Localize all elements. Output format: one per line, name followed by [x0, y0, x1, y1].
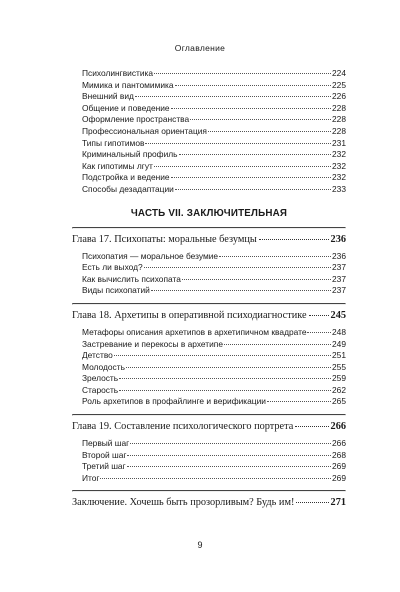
chapter-entries [72, 251, 346, 297]
leader-dots [145, 143, 331, 144]
entry-title: Старость [82, 384, 119, 395]
chapter-page: 236 [330, 233, 346, 245]
toc-entry[interactable] [72, 262, 346, 274]
leader-dots [130, 443, 331, 444]
leader-dots [119, 390, 331, 391]
entry-title: Метафоры описания архетипов в архетипичном квадрате [82, 326, 307, 337]
leader-dots [171, 177, 331, 178]
leader-dots [296, 502, 328, 503]
leader-dots [190, 119, 331, 120]
toc-entry[interactable] [72, 172, 346, 184]
toc-entry[interactable] [72, 350, 346, 362]
leader-dots [171, 108, 331, 109]
chapter-page: 266 [330, 421, 346, 433]
leader-dots [175, 85, 331, 86]
chapter-heading[interactable] [72, 233, 346, 246]
part-title: ЧАСТЬ VII. ЗАКЛЮЧИТЕЛЬНАЯ [130, 207, 288, 219]
leader-dots [100, 478, 331, 479]
toc-entry[interactable] [72, 339, 346, 351]
toc-entry[interactable] [72, 274, 346, 286]
leader-dots [179, 154, 332, 155]
leader-dots [182, 279, 331, 280]
leader-dots [267, 401, 331, 402]
leader-dots [154, 166, 331, 167]
entry-title: Застревание и перекосы в архетипе [82, 338, 223, 349]
entry-title: Подстройка и ведение [82, 172, 170, 183]
entry-page: 255 [332, 361, 346, 372]
entry-page: 232 [332, 160, 346, 171]
leader-dots [127, 466, 331, 467]
entry-title: Второй шаг [82, 449, 127, 460]
entry-page: 232 [332, 172, 346, 183]
entry-page: 236 [332, 250, 346, 261]
entry-title: Как вычислить психопата [82, 273, 181, 284]
toc-entry[interactable] [72, 184, 346, 196]
leader-dots [151, 290, 331, 291]
entry-title: Криминальный профиль [82, 149, 178, 160]
leader-dots [119, 378, 331, 379]
toc-entry[interactable] [72, 450, 346, 462]
entry-page: 237 [332, 262, 346, 273]
entry-title: Итог [82, 472, 100, 483]
section-entries-top [72, 68, 346, 196]
leader-dots [144, 267, 331, 268]
chapter-block [72, 414, 346, 484]
chapter-page: 245 [330, 309, 346, 321]
entry-title: Роль архетипов в профайлинге и верификации [82, 396, 266, 407]
toc-entry[interactable] [72, 285, 346, 297]
toc-entry[interactable] [72, 161, 346, 173]
entry-title: Общение и поведение [82, 102, 170, 113]
entry-page: 233 [332, 183, 346, 194]
entry-title: Оформление пространства [82, 114, 190, 125]
leader-dots [114, 355, 331, 356]
chapter-title: Глава 17. Психопаты: моральные безумцы [72, 233, 257, 245]
toc-entry[interactable] [72, 461, 346, 473]
chapter-entries [72, 438, 346, 484]
entry-page: 266 [332, 438, 346, 449]
toc-entry[interactable] [72, 438, 346, 450]
divider [72, 490, 346, 492]
entry-page: 268 [332, 449, 346, 460]
toc-entry[interactable] [72, 362, 346, 374]
chapter-heading[interactable] [72, 309, 346, 322]
toc-entry[interactable] [72, 138, 346, 150]
entry-page: 269 [332, 461, 346, 472]
toc-entry[interactable] [72, 396, 346, 408]
toc-entry[interactable] [72, 103, 346, 115]
toc-entry[interactable] [72, 126, 346, 138]
leader-dots [127, 455, 331, 456]
divider [72, 414, 346, 416]
entry-title: Мимика и пантомимика [82, 79, 174, 90]
entry-page: 224 [332, 68, 346, 78]
leader-dots [208, 131, 331, 132]
entry-title: Профессиональная ориентация [82, 125, 207, 136]
entry-title: Внешний вид [82, 91, 134, 102]
leader-dots [175, 189, 331, 190]
leader-dots [259, 239, 329, 240]
entry-page: 249 [332, 338, 346, 349]
entry-page: 228 [332, 114, 346, 125]
entry-page: 225 [332, 79, 346, 90]
entry-page: 228 [332, 125, 346, 136]
chapter-block [72, 227, 346, 297]
divider [72, 303, 346, 305]
chapter-title: Глава 18. Архетипы в оперативной психодиагностике [72, 309, 307, 321]
leader-dots [224, 344, 331, 345]
entry-title: Молодость [82, 361, 125, 372]
toc-entry[interactable] [72, 327, 346, 339]
leader-dots [126, 367, 331, 368]
entry-title: Виды психопатий [82, 285, 150, 296]
toc-entry[interactable] [72, 251, 346, 263]
toc-entry[interactable] [72, 80, 346, 92]
chapter-block [72, 303, 346, 408]
chapter-heading[interactable] [72, 420, 346, 433]
toc-entry[interactable] [72, 149, 346, 161]
entry-page: 237 [332, 273, 346, 284]
entry-page: 237 [332, 285, 346, 296]
entry-page: 248 [332, 326, 346, 337]
entry-page: 251 [332, 350, 346, 361]
page-number: 9 [197, 540, 203, 550]
leader-dots [309, 315, 329, 316]
toc-entry[interactable] [72, 91, 346, 103]
entry-title: Психолингвистика [82, 68, 154, 78]
leader-dots [154, 73, 331, 74]
running-header: Оглавление [174, 43, 226, 53]
leader-dots [295, 426, 328, 427]
toc-entry[interactable] [72, 385, 346, 397]
leader-dots [219, 256, 331, 257]
toc-entry[interactable] [72, 68, 346, 80]
entry-page: 265 [332, 396, 346, 407]
toc-entry[interactable] [72, 114, 346, 126]
conclusion-heading[interactable] [72, 496, 346, 509]
entry-page: 231 [332, 137, 346, 148]
entry-title: Зрелость [82, 373, 119, 384]
toc-entry[interactable] [72, 373, 346, 385]
entry-title: Типы гипотимов [82, 137, 145, 148]
table-of-contents [72, 68, 346, 514]
entry-page: 232 [332, 149, 346, 160]
leader-dots [307, 332, 331, 333]
entry-title: Третий шаг [82, 461, 126, 472]
conclusion-page: 271 [330, 497, 346, 509]
conclusion-block [72, 490, 346, 509]
entry-page: 262 [332, 384, 346, 395]
entry-page: 228 [332, 102, 346, 113]
leader-dots [135, 96, 331, 97]
conclusion-title: Заключение. Хочешь быть прозорливым? Будь им! [72, 497, 295, 509]
entry-page: 269 [332, 472, 346, 483]
entry-title: Первый шаг [82, 438, 130, 449]
entry-title: Детство [82, 350, 113, 361]
entry-title: Психопатия — моральное безумие [82, 250, 219, 261]
entry-page: 259 [332, 373, 346, 384]
divider [72, 227, 346, 229]
toc-entry[interactable] [72, 473, 346, 485]
entry-title: Способы дезадаптации [82, 183, 174, 194]
entry-page: 226 [332, 91, 346, 102]
chapter-entries [72, 327, 346, 408]
entry-title: Есть ли выход? [82, 262, 143, 273]
entry-title: Как гипотимы лгут [82, 160, 153, 171]
chapter-title: Глава 19. Составление психологического портрета [72, 421, 294, 433]
